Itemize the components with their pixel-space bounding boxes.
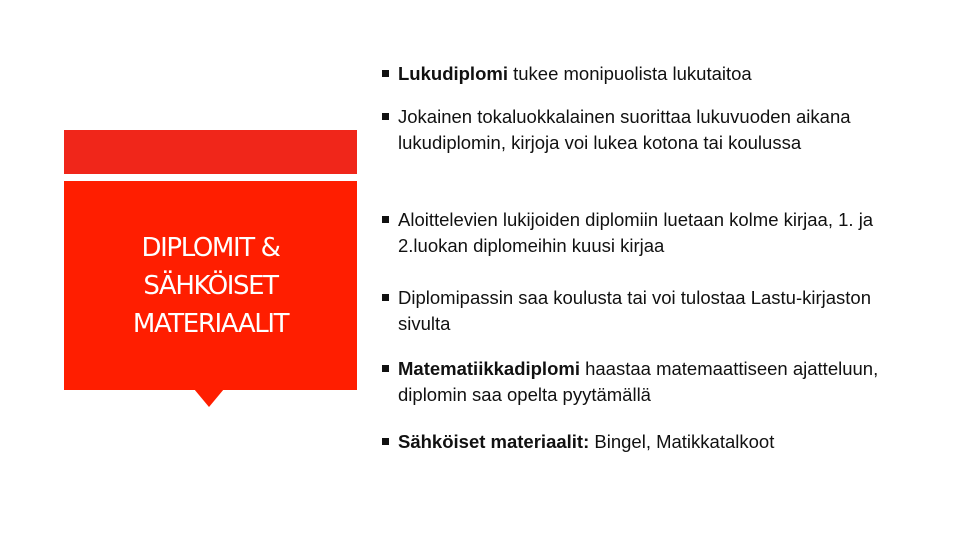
- bullet-item: [382, 356, 882, 408]
- square-bullet-icon: [382, 294, 389, 301]
- bullet-text: haastaa matemaattiseen ajatteluun, diplomin saa opelta pyytämällä: [398, 358, 879, 405]
- bullet-text: Bingel, Matikkatalkoot: [589, 431, 775, 452]
- bullet-item: [382, 61, 942, 87]
- square-bullet-icon: [382, 438, 389, 445]
- bullet-bold-text: Matematiikkadiplomi: [398, 358, 580, 379]
- slide-title: DIPLOMIT & SÄHKÖISET MATERIAALIT: [132, 232, 289, 339]
- bullet-text: Jokainen tokaluokkalainen suorittaa lukuvuoden aikana lukudiplomin, kirjoja voi lukea kotona tai koulussa: [398, 106, 851, 153]
- bullet-item: [382, 207, 927, 259]
- square-bullet-icon: [382, 70, 389, 77]
- bullet-item: [382, 429, 942, 455]
- bullet-bold-text: Lukudiplomi: [398, 63, 508, 84]
- square-bullet-icon: [382, 216, 389, 223]
- square-bullet-icon: [382, 113, 389, 120]
- bullet-text: tukee monipuolista lukutaitoa: [507, 63, 752, 84]
- bullet-item: [382, 285, 897, 337]
- title-panel-notch: [194, 389, 224, 407]
- bullet-text: Aloittelevien lukijoiden diplomiin luetaan kolme kirjaa, 1. ja 2.luokan diplomeihin kuusi kirjaa: [398, 209, 874, 256]
- bullet-bold-text: Sähköiset materiaalit:: [398, 431, 590, 452]
- bullet-text: Diplomipassin saa koulusta tai voi tulostaa Lastu-kirjaston sivulta: [398, 287, 872, 334]
- square-bullet-icon: [382, 365, 389, 372]
- bullet-item: [382, 104, 862, 156]
- accent-bar: [64, 130, 357, 174]
